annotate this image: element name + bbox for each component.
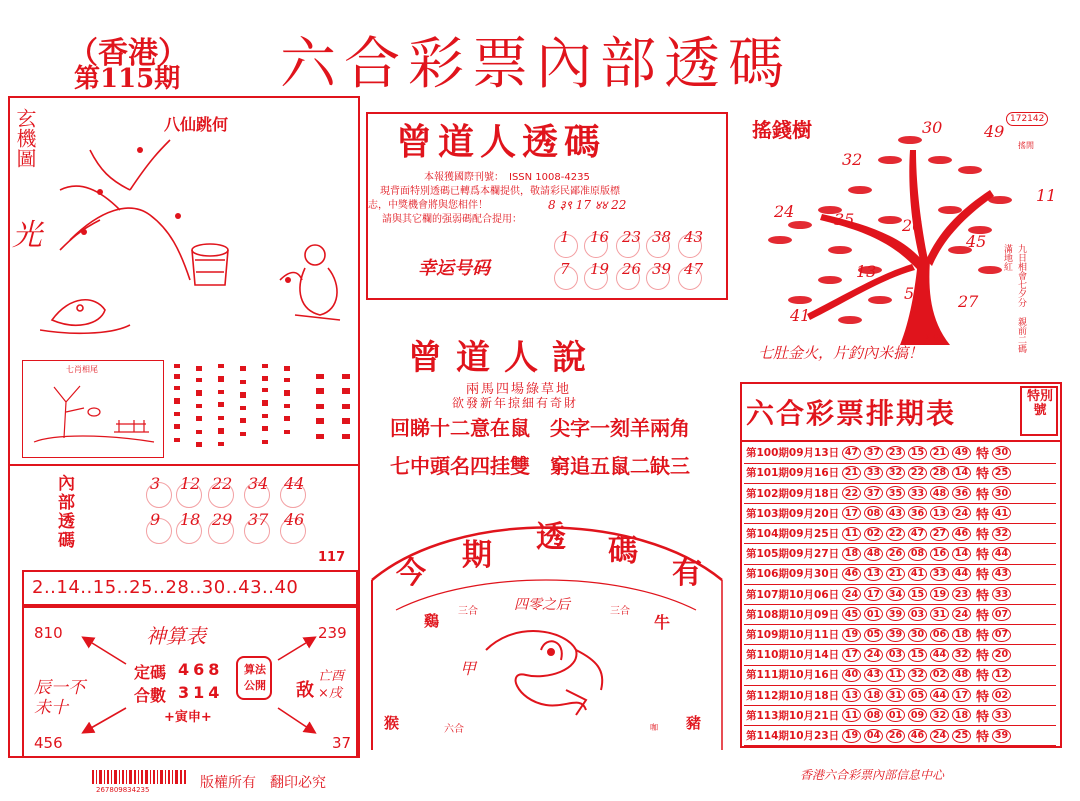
schedule-ball: 23 bbox=[952, 587, 971, 601]
schedule-ball: 05 bbox=[864, 628, 883, 642]
organization-text: 香港六合彩票內部信息中心 bbox=[800, 768, 945, 782]
schedule-ball: 47 bbox=[842, 446, 861, 460]
schedule-ball: 39 bbox=[886, 607, 905, 621]
schedule-ball: 31 bbox=[930, 607, 949, 621]
zengdao-handwritten-top: 8 ३९ 17 ४४ 22 bbox=[548, 198, 627, 212]
special-ball: 12 bbox=[992, 668, 1011, 682]
this-issue-hand: 四零之后 bbox=[514, 597, 570, 613]
heshu-label: 合數 bbox=[134, 686, 167, 705]
yinshen-text: +寅申+ bbox=[164, 710, 212, 725]
schedule-row bbox=[744, 584, 1056, 605]
shensuan-right-hand: 亡酉 ×戌 bbox=[318, 669, 345, 701]
schedule-ball: 15 bbox=[908, 587, 927, 601]
schedule-ball: 46 bbox=[952, 527, 971, 541]
special-label: 特 bbox=[976, 649, 990, 665]
special-label: 特 bbox=[976, 447, 990, 463]
special-ball: 07 bbox=[992, 628, 1011, 642]
schedule-ball: 24 bbox=[952, 506, 971, 520]
schedule-ball: 24 bbox=[842, 587, 861, 601]
schedule-period: 第108期10月09日 bbox=[746, 608, 840, 621]
zodiac-zhu: 豬 bbox=[686, 714, 702, 732]
schedule-ball: 08 bbox=[908, 547, 927, 561]
schedule-ball: 13 bbox=[864, 567, 883, 581]
count-117: 117 bbox=[318, 550, 346, 565]
schedule-ball: 03 bbox=[908, 607, 927, 621]
tree-number: 5 bbox=[904, 284, 915, 303]
schedule-ball: 36 bbox=[908, 506, 927, 520]
schedule-ball: 02 bbox=[864, 527, 883, 541]
schedule-ball: 24 bbox=[864, 648, 883, 662]
tree-number: 41 bbox=[790, 306, 811, 325]
schedule-ball: 21 bbox=[886, 567, 905, 581]
special-ball: 02 bbox=[992, 688, 1011, 702]
internal-number: 3 bbox=[150, 474, 161, 493]
schedule-ball: 32 bbox=[952, 648, 971, 662]
special-label: 特 bbox=[976, 568, 990, 584]
schedule-ball: 09 bbox=[908, 708, 927, 722]
schedule-ball: 46 bbox=[842, 567, 861, 581]
schedule-ball: 30 bbox=[908, 628, 927, 642]
tree-number: 24 bbox=[774, 202, 795, 221]
schedule-ball: 49 bbox=[952, 446, 971, 460]
zodiac-ji: 鷄 bbox=[424, 612, 440, 630]
schedule-ball: 40 bbox=[842, 668, 861, 682]
zengdao-line3: 志，中獎機會將與您相伴！ bbox=[368, 200, 488, 211]
zengdao-number: 47 bbox=[684, 260, 704, 278]
zodiac-hou: 猴 bbox=[384, 714, 400, 732]
zengdao-says-sub2: 欲發新年掠細有奇財 bbox=[452, 396, 579, 410]
arc-char: 今 bbox=[396, 556, 426, 591]
special-ball: 30 bbox=[992, 446, 1011, 460]
schedule-row bbox=[744, 706, 1056, 727]
special-label: 特 bbox=[976, 507, 990, 523]
schedule-ball: 22 bbox=[842, 486, 861, 500]
internal-number: 29 bbox=[212, 510, 233, 529]
schedule-row bbox=[744, 685, 1056, 706]
schedule-ball: 37 bbox=[864, 486, 883, 500]
schedule-ball: 22 bbox=[886, 527, 905, 541]
zengdao-top-title: 曾道人透碼 bbox=[396, 121, 607, 163]
tree-number: 36 bbox=[920, 330, 941, 349]
schedule-ball: 25 bbox=[952, 729, 971, 743]
schedule-ball: 18 bbox=[952, 628, 971, 642]
shensuan-top-right: 239 bbox=[318, 624, 347, 642]
schedule-ball: 47 bbox=[908, 527, 927, 541]
internal-number: 22 bbox=[212, 474, 233, 493]
schedule-period: 第103期09月20日 bbox=[746, 507, 840, 520]
schedule-row bbox=[744, 665, 1056, 686]
schedule-ball: 34 bbox=[886, 587, 905, 601]
schedule-ball: 26 bbox=[886, 729, 905, 743]
zengdao-says-poem2: 七中頭名四挂雙 窮追五鼠二缺三 bbox=[390, 454, 690, 478]
schedule-period: 第111期10月16日 bbox=[746, 669, 840, 682]
schedule-ball: 22 bbox=[908, 466, 927, 480]
schedule-ball: 33 bbox=[930, 567, 949, 581]
divider bbox=[8, 464, 360, 466]
schedule-ball: 27 bbox=[930, 527, 949, 541]
special-label: 特 bbox=[976, 669, 990, 685]
schedule-ball: 01 bbox=[864, 607, 883, 621]
schedule-ball: 01 bbox=[886, 708, 905, 722]
shensuan-right-bold: 敌 bbox=[296, 680, 314, 701]
schedule-period: 第107期10月06日 bbox=[746, 588, 840, 601]
arc-char: 透 bbox=[536, 520, 566, 555]
arc-char: 期 bbox=[462, 538, 492, 573]
schedule-row bbox=[744, 645, 1056, 666]
schedule-period: 第106期09月30日 bbox=[746, 568, 840, 581]
small-picture-drawing bbox=[24, 372, 162, 456]
schedule-ball: 15 bbox=[908, 446, 927, 460]
special-label: 特 bbox=[976, 608, 990, 624]
schedule-ball: 41 bbox=[908, 567, 927, 581]
special-badge: 特別號 bbox=[1026, 389, 1053, 418]
tree-number: 45 bbox=[966, 232, 987, 251]
internal-number: 46 bbox=[284, 510, 305, 529]
schedule-ball: 08 bbox=[864, 708, 883, 722]
internal-number: 18 bbox=[180, 510, 201, 529]
schedule-row bbox=[744, 504, 1056, 525]
tree-number: 27 bbox=[958, 292, 979, 311]
special-ball: 41 bbox=[992, 506, 1011, 520]
schedule-ball: 33 bbox=[864, 466, 883, 480]
liuhe-label: 六合 bbox=[444, 724, 464, 735]
internal-number: 12 bbox=[180, 474, 201, 493]
schedule-ball: 43 bbox=[864, 668, 883, 682]
zengdao-says-poem1: 回睇十二意在鼠 尖字一刻羊兩角 bbox=[390, 416, 690, 440]
special-label: 特 bbox=[976, 548, 990, 564]
arc-char: 碼 bbox=[608, 534, 638, 569]
schedule-ball: 44 bbox=[930, 688, 949, 702]
arc-char: 有 bbox=[672, 556, 702, 591]
zengdao-number: 23 bbox=[622, 228, 642, 246]
special-ball: 25 bbox=[992, 466, 1011, 480]
sanhe-left: 三合 bbox=[458, 606, 478, 617]
shensuan-title: 神算表 bbox=[146, 624, 206, 648]
money-tree-title: 搖錢樹 bbox=[752, 118, 812, 142]
copyright-text: 版權所有 翻印必究 bbox=[200, 775, 326, 791]
tree-number: 32 bbox=[842, 150, 863, 169]
schedule-row bbox=[744, 605, 1056, 626]
special-label: 特 bbox=[976, 487, 990, 503]
small-picture-caption: 七肖相尾 bbox=[66, 365, 98, 374]
schedule-ball: 11 bbox=[842, 708, 861, 722]
zengdao-number: 7 bbox=[560, 260, 570, 278]
schedule-ball: 16 bbox=[930, 547, 949, 561]
special-ball: 33 bbox=[992, 587, 1011, 601]
zengdao-number: 43 bbox=[684, 228, 704, 246]
schedule-ball: 48 bbox=[930, 486, 949, 500]
schedule-ball: 15 bbox=[908, 648, 927, 662]
schedule-ball: 26 bbox=[886, 547, 905, 561]
special-label: 特 bbox=[976, 629, 990, 645]
schedule-period: 第104期09月25日 bbox=[746, 528, 840, 541]
money-tree-bottom-hand: 七肚金火，片釣內米搞！ bbox=[758, 344, 924, 362]
special-ball: 43 bbox=[992, 567, 1011, 581]
schedule-row bbox=[744, 726, 1056, 747]
schedule-ball: 18 bbox=[952, 708, 971, 722]
shensuan-bottom-left: 456 bbox=[34, 734, 63, 752]
handwritten-mark: 光 bbox=[12, 218, 42, 253]
tree-number: 20 bbox=[902, 216, 923, 235]
special-ball: 07 bbox=[992, 607, 1011, 621]
schedule-ball: 24 bbox=[952, 607, 971, 621]
schedule-ball: 21 bbox=[930, 446, 949, 460]
zengdao-number: 1 bbox=[560, 228, 570, 246]
schedule-period: 第101期09月16日 bbox=[746, 467, 840, 480]
zodiac-niu: 牛 bbox=[654, 613, 671, 632]
special-label: 特 bbox=[976, 730, 990, 746]
schedule-ball: 39 bbox=[886, 628, 905, 642]
money-tree-stamp: 172142 bbox=[1006, 112, 1048, 126]
schedule-header-divider bbox=[742, 440, 1060, 442]
tree-number: 13 bbox=[856, 262, 877, 281]
schedule-ball: 13 bbox=[930, 506, 949, 520]
special-label: 特 bbox=[976, 709, 990, 725]
zengdao-line1: 本報獲國際刊號： ISSN 1008-4235 bbox=[424, 172, 590, 183]
number-strip: 2..14..15..25..28..30..43..40 bbox=[32, 577, 299, 598]
schedule-period: 第112期10月18日 bbox=[746, 689, 840, 702]
schedule-row bbox=[744, 483, 1056, 504]
schedule-ball: 45 bbox=[842, 607, 861, 621]
zengdao-number: 26 bbox=[622, 260, 642, 278]
schedule-title: 六合彩票排期表 bbox=[746, 397, 957, 430]
schedule-ball: 11 bbox=[842, 527, 861, 541]
schedule-ball: 04 bbox=[864, 729, 883, 743]
schedule-period: 第105期09月27日 bbox=[746, 548, 840, 561]
internal-number: 37 bbox=[248, 510, 269, 529]
zengdao-says-title: 曾道人說 bbox=[408, 338, 600, 378]
schedule-period: 第113期10月21日 bbox=[746, 709, 840, 722]
schedule-ball: 31 bbox=[886, 688, 905, 702]
schedule-ball: 17 bbox=[842, 648, 861, 662]
schedule-ball: 17 bbox=[864, 587, 883, 601]
issue-number: 第115期 bbox=[74, 64, 181, 94]
schedule-ball: 19 bbox=[930, 587, 949, 601]
tree-number: 11 bbox=[1036, 186, 1057, 205]
schedule-ball: 18 bbox=[842, 547, 861, 561]
schedule-ball: 08 bbox=[864, 506, 883, 520]
schedule-row bbox=[744, 564, 1056, 585]
zengdao-number: 38 bbox=[652, 228, 672, 246]
internal-number: 9 bbox=[150, 510, 161, 529]
sanhe-right: 三合 bbox=[610, 606, 630, 617]
schedule-period: 第102期09月18日 bbox=[746, 487, 840, 500]
picture-caption: 八仙跳何 bbox=[164, 115, 229, 134]
seal-text: 算法公開 bbox=[244, 663, 266, 692]
special-label: 特 bbox=[976, 689, 990, 705]
tree-number: 30 bbox=[922, 118, 943, 137]
internal-code-label: 內部透碼 bbox=[54, 474, 74, 550]
schedule-ball: 28 bbox=[930, 466, 949, 480]
schedule-ball: 24 bbox=[930, 729, 949, 743]
schedule-period: 第109期10月11日 bbox=[746, 629, 840, 642]
schedule-ball: 36 bbox=[952, 486, 971, 500]
money-tree-side-text: 九日相會七夕分 親前二碼滿地紅 bbox=[1002, 244, 1026, 353]
schedule-ball: 32 bbox=[930, 708, 949, 722]
shensuan-bottom-right: 37 bbox=[332, 734, 352, 752]
schedule-ball: 48 bbox=[952, 668, 971, 682]
internal-number: 34 bbox=[248, 474, 269, 493]
xuanji-label: 玄機圖 bbox=[13, 108, 37, 168]
puzzle-illustration bbox=[40, 120, 350, 350]
schedule-ball: 17 bbox=[842, 506, 861, 520]
special-ball: 32 bbox=[992, 527, 1011, 541]
zengdao-number: 19 bbox=[590, 260, 610, 278]
internal-number: 44 bbox=[284, 474, 305, 493]
schedule-ball: 06 bbox=[930, 628, 949, 642]
schedule-period: 第100期09月13日 bbox=[746, 447, 840, 460]
dingma-label: 定碼 bbox=[134, 663, 167, 682]
tree-number: 49 bbox=[984, 122, 1005, 141]
vertical-text-columns bbox=[166, 360, 358, 460]
zengdao-says-sub1: 兩馬四場綠草地 bbox=[466, 382, 572, 397]
schedule-ball: 44 bbox=[930, 648, 949, 662]
schedule-ball: 05 bbox=[908, 688, 927, 702]
shensuan-left-hand: 辰一不未十 bbox=[34, 678, 85, 718]
zodiac-jia: 甲 bbox=[460, 659, 477, 678]
zengdao-number: 39 bbox=[652, 260, 672, 278]
special-ball: 39 bbox=[992, 729, 1011, 743]
barcode-number: 267809834235 bbox=[96, 786, 150, 794]
heshu-value: 314 bbox=[178, 683, 224, 702]
schedule-ball: 19 bbox=[842, 628, 861, 642]
special-label: 特 bbox=[976, 588, 990, 604]
schedule-ball: 13 bbox=[842, 688, 861, 702]
schedule-row bbox=[744, 544, 1056, 565]
schedule-ball: 33 bbox=[908, 486, 927, 500]
special-label: 特 bbox=[976, 467, 990, 483]
special-label: 特 bbox=[976, 528, 990, 544]
schedule-ball: 43 bbox=[886, 506, 905, 520]
schedule-ball: 21 bbox=[842, 466, 861, 480]
zengdao-number: 16 bbox=[590, 228, 610, 246]
schedule-ball: 19 bbox=[842, 729, 861, 743]
tree-number: 35 bbox=[834, 210, 855, 229]
schedule-ball: 37 bbox=[864, 446, 883, 460]
schedule-ball: 46 bbox=[908, 729, 927, 743]
schedule-period: 第114期10月23日 bbox=[746, 730, 840, 743]
schedule-ball: 23 bbox=[886, 446, 905, 460]
schedule-period: 第110期10月14日 bbox=[746, 649, 840, 662]
region-label: （香港） bbox=[68, 36, 188, 71]
dingma-value: 468 bbox=[178, 660, 224, 679]
zengdao-line2: 現背面特別透碼已轉爲本欄提供，敬請彩民鄙准原版標 bbox=[380, 186, 620, 197]
lucky-number-label: 幸运号码 bbox=[418, 258, 490, 279]
schedule-ball: 32 bbox=[908, 668, 927, 682]
zengdao-line4: 請與其它欄的强弱碼配合提用： bbox=[382, 214, 522, 225]
schedule-row bbox=[744, 524, 1056, 545]
special-ball: 30 bbox=[992, 486, 1011, 500]
schedule-ball: 48 bbox=[864, 547, 883, 561]
schedule-ball: 03 bbox=[886, 648, 905, 662]
schedule-ball: 35 bbox=[886, 486, 905, 500]
schedule-row bbox=[744, 625, 1056, 646]
schedule-ball: 02 bbox=[930, 668, 949, 682]
special-ball: 33 bbox=[992, 708, 1011, 722]
special-ball: 20 bbox=[992, 648, 1011, 662]
money-tree-stamp-sub: 搖閒 bbox=[1018, 141, 1034, 150]
page-title: 六合彩票內部透碼 bbox=[280, 32, 792, 97]
shensuan-top-left: 810 bbox=[34, 624, 63, 642]
special-ball: 44 bbox=[992, 547, 1011, 561]
schedule-ball: 44 bbox=[952, 567, 971, 581]
schedule-ball: 14 bbox=[952, 547, 971, 561]
schedule-ball: 11 bbox=[886, 668, 905, 682]
schedule-row bbox=[744, 463, 1056, 484]
schedule-ball: 17 bbox=[952, 688, 971, 702]
schedule-ball: 14 bbox=[952, 466, 971, 480]
schedule-ball: 18 bbox=[864, 688, 883, 702]
schedule-row bbox=[744, 443, 1056, 464]
schedule-ball: 32 bbox=[886, 466, 905, 480]
small-mark: 咖 bbox=[650, 723, 658, 732]
